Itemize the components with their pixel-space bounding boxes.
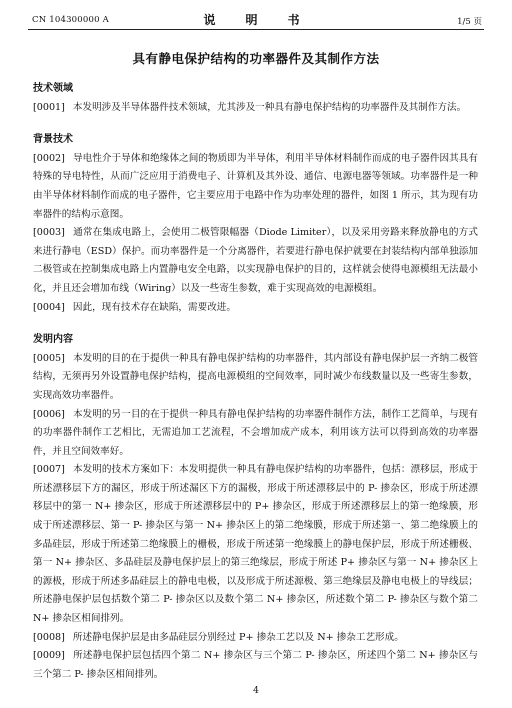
page-number: 4 xyxy=(253,686,259,696)
paragraph xyxy=(33,647,478,684)
paragraph-number: [0004] xyxy=(33,301,65,313)
paragraph-number: [0003] xyxy=(33,227,65,239)
paragraph-text: 所述静电保护层是由多晶硅层分别经过 P+ 掺杂工艺以及 N+ 掺杂工艺形成。 xyxy=(72,631,404,643)
page-indicator: 1/5 页 xyxy=(457,17,482,27)
section-heading: 技术领域 xyxy=(33,83,73,94)
paragraph-text: 本发明的技术方案如下：本发明提供一种具有静电保护结构的功率器件，包括：漂移层，形成于所述漂移层下方的漏区，形成于所述漏区下方的漏极，形成于所述漂移层中的 P- 掺杂区，形成于所述漂移层中的第一 N+ 掺杂区，形成于所述漂移层中的 P+ 掺杂区，形成于所述漂移层上的第一绝缘膜，形成于所述漂移层、第一 P- 掺杂区与第一 N+ 掺杂区上的第二绝缘膜，形成于所述第一、第二绝缘膜上的多晶硅层，形成于所述第二绝缘膜上的栅极，形成于所述第一绝缘膜上的静电保护层，形成于所述栅极、第一 N+ 掺杂区、多晶硅层及静电保护层上的第三绝缘层，形成于所述 P+ 掺杂区与第一 N+ 掺杂区上的源极，形成于所述多晶硅层上的静电电极，以及形成于所述源极、第三绝缘层及静电电极上的导线层；所述静电保护层包括数个第二 P- 掺杂区以及数个第二 N+ 掺杂区，所述数个第二 P- 掺杂区与数个第二 N+ 掺杂区相间排列。 xyxy=(33,464,478,625)
paragraph-text: 本发明涉及半导体器件技术领域，尤其涉及一种具有静电保护结构的功率器件及其制作方法。 xyxy=(72,101,467,113)
paragraph xyxy=(33,406,478,462)
paragraph-number: [0008] xyxy=(33,631,65,643)
paragraph xyxy=(33,224,478,298)
paragraph xyxy=(33,461,478,628)
paragraph-text: 通常在集成电路上，会使用二极管限幅器（Diode Limiter），以及采用旁路来释放静电的方式来进行静电（ESD）保护。而功率器件是一个分离器件，若要进行静电保护就要在封装结构内部单独添加二极管或在控制集成电路上内置静电安全电路，以实现静电保护的目的，这样就会使得电源模组无法最小化，并且还会增加布线（Wiring）以及一些寄生参数，难于实现高效的电源模组。 xyxy=(33,227,478,294)
paragraph-number: [0009] xyxy=(33,650,65,662)
paragraph-number: [0001] xyxy=(33,101,65,113)
paragraph-number: [0002] xyxy=(33,152,65,164)
paragraph-text: 所述静电保护层包括四个第二 N+ 掺杂区与三个第二 P- 掺杂区，所述四个第二 N+ 掺杂区与三个第二 P- 掺杂区相间排列。 xyxy=(33,650,478,680)
paragraph-text: 本发明的另一目的在于提供一种具有静电保护结构的功率器件制作方法，制作工艺简单，与现有的功率器件制作工艺相比，无需追加工艺流程，不会增加成产成本，利用该方法可以得到高效的功率器件，并且空间效率好。 xyxy=(33,408,478,457)
document-type: 说 明 书 xyxy=(203,13,309,27)
paragraph-text: 导电性介于导体和绝缘体之间的物质即为半导体，利用半导体材料制作而成的电子器件因其具有特殊的导电特性，从而广泛应用于消费电子、计算机及其外设、通信、电源电器等领域。功率器件是一种由半导体材料制作而成的电子器件，它主要应用于电路中作为功率处理的器件，如图 1 所示，其为现有功率器件的结构示意图。 xyxy=(33,152,478,220)
header-rule xyxy=(28,29,484,30)
paragraph xyxy=(33,629,478,648)
paragraph-text: 因此，现有技术存在缺陷，需要改进。 xyxy=(72,301,236,313)
paragraph-text: 本发明的目的在于提供一种具有静电保护结构的功率器件，其内部设有静电保护层一齐纳二极管结构，无须再另外设置静电保护结构，提高电源模组的空间效率，同时减少布线数量以及一些寄生参数，实现高效功率器件。 xyxy=(33,352,478,401)
paragraph xyxy=(33,350,478,406)
paragraph-number: [0006] xyxy=(33,408,65,420)
document-number: CN 104300000 A xyxy=(32,15,109,25)
paragraph xyxy=(33,99,478,118)
section-heading: 背景技术 xyxy=(33,134,73,146)
paragraph-number: [0007] xyxy=(33,464,65,476)
paragraph xyxy=(33,299,478,318)
document-body xyxy=(33,80,478,684)
section-heading: 发明内容 xyxy=(33,334,73,346)
document-title: 具有静电保护结构的功率器件及其制作方法 xyxy=(132,51,380,66)
page-header xyxy=(28,10,484,28)
paragraph-number: [0005] xyxy=(33,352,65,364)
paragraph xyxy=(33,150,478,224)
